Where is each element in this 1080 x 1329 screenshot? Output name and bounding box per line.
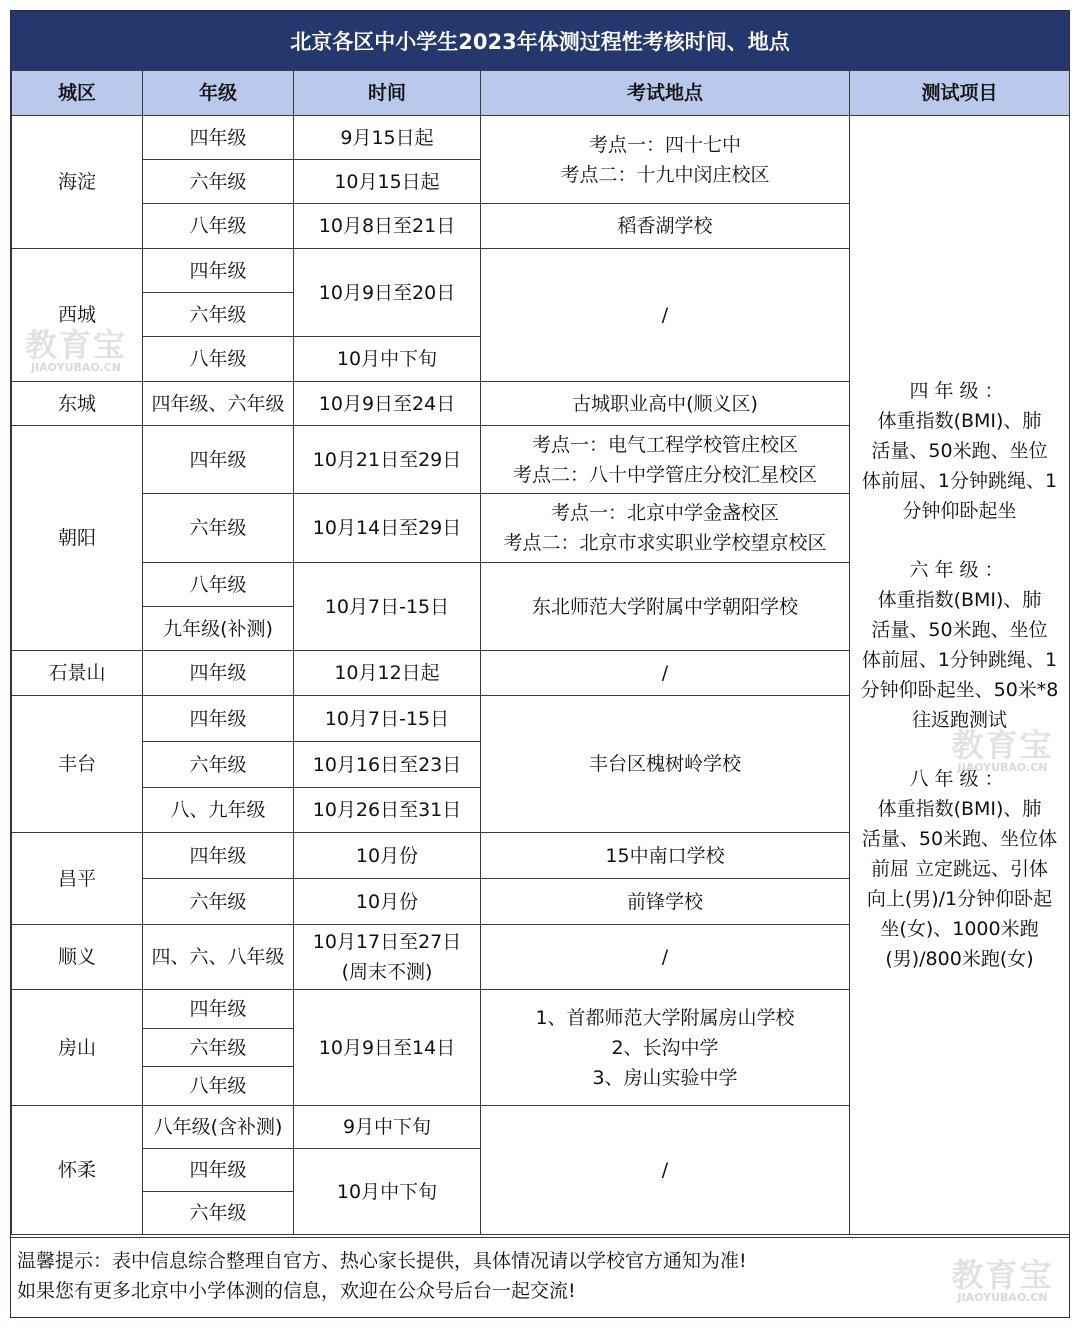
header-location: 考试地点	[481, 71, 850, 116]
test-items-grade6-heading: 六年级：	[909, 559, 1010, 581]
time-cell: 10月9日至24日	[294, 382, 481, 426]
location-line: 2、长沟中学	[611, 1036, 719, 1059]
notice-line: 如果您有更多北京中小学体测的信息，欢迎在公众号后台一起交流!	[17, 1280, 576, 1302]
grade-cell: 四年级	[143, 651, 294, 696]
location-line: 考点二：北京市求实职业学校望京校区	[503, 532, 827, 554]
grade-cell: 六年级	[143, 879, 294, 925]
location-cell: /	[481, 1106, 850, 1235]
time-cell: 10月7日-15日	[294, 696, 481, 742]
district-cell: 丰台	[12, 696, 143, 833]
grade-cell: 六年级	[143, 1192, 294, 1235]
time-cell: 10月份	[294, 833, 481, 879]
time-cell: 10月12日起	[294, 651, 481, 696]
location-cell: 古城职业高中(顺义区)	[481, 382, 850, 426]
grade-cell: 四年级	[143, 249, 294, 293]
district-cell: 西城	[12, 249, 143, 382]
grade-cell: 六年级	[143, 293, 294, 337]
grade-cell: 四年级	[143, 1149, 294, 1192]
header-grade: 年级	[143, 71, 294, 116]
test-items-line: 活量、50米跑、坐位	[871, 619, 1048, 641]
location-cell: 丰台区槐树岭学校	[481, 696, 850, 833]
test-items-line: 体前屈、1分钟跳绳、1	[861, 470, 1058, 492]
location-cell: 东北师范大学附属中学朝阳学校	[481, 563, 850, 651]
watermark-url: JIAOYUBAO.CN	[30, 361, 122, 374]
location-line: 考点一：电气工程学校管庄校区	[531, 433, 798, 456]
grade-cell: 六年级	[143, 494, 294, 563]
time-cell: 10月9日至20日	[294, 249, 481, 337]
test-items-line: 体重指数(BMI)、肺	[877, 589, 1042, 611]
watermark-url: JIAOYUBAO.CN	[957, 1291, 1048, 1304]
watermark-text: 教育宝	[951, 726, 1054, 764]
location-cell: 前锋学校	[481, 879, 850, 925]
grade-cell: 八年级	[143, 1067, 294, 1106]
time-cell: 9月15日起	[294, 116, 481, 160]
grade-cell: 四、六、八年级	[143, 925, 294, 990]
district-cell: 东城	[12, 382, 143, 426]
location-cell: /	[481, 249, 850, 382]
schedule-table	[11, 70, 1070, 1235]
time-cell: 9月中下旬	[294, 1106, 481, 1149]
header-district: 城区	[12, 71, 143, 116]
time-cell: 10月份	[294, 879, 481, 925]
grade-cell: 六年级	[143, 1029, 294, 1067]
test-items-line: 前屈 立定跳远、引体	[870, 858, 1049, 880]
test-items-line: 坐(女)、1000米跑	[880, 918, 1039, 940]
location-cell: 稻香湖学校	[481, 204, 850, 249]
grade-cell: 四年级	[143, 990, 294, 1029]
test-items-line: 体重指数(BMI)、肺	[877, 410, 1042, 432]
watermark-text: 教育宝	[951, 1256, 1054, 1294]
watermark-url: JIAOYUBAO.CN	[957, 761, 1048, 774]
location-line: 考点一：四十七中	[588, 133, 741, 156]
location-line: 考点二：十九中闵庄校区	[560, 163, 770, 186]
header-test-items: 测试项目	[850, 71, 1070, 116]
district-cell: 朝阳	[12, 426, 143, 651]
grade-cell: 四年级	[143, 116, 294, 160]
time-cell: 10月21日至29日	[294, 426, 481, 494]
location-cell	[481, 426, 850, 494]
notice-line: 温馨提示：表中信息综合整理自官方、热心家长提供，具体情况请以学校官方通知为准!	[17, 1250, 747, 1272]
location-cell: 15中南口学校	[481, 833, 850, 879]
grade-cell: 四年级	[143, 833, 294, 879]
time-cell: 10月9日至14日	[294, 990, 481, 1106]
test-items-line: 体重指数(BMI)、肺	[877, 798, 1042, 820]
grade-cell: 八年级	[143, 204, 294, 249]
time-cell: 10月15日起	[294, 160, 481, 204]
grade-cell: 六年级	[143, 160, 294, 204]
district-cell: 顺义	[12, 925, 143, 990]
test-items-grade4-heading: 四年级：	[909, 380, 1010, 402]
time-cell: 10月7日-15日	[294, 563, 481, 651]
grade-cell: 八年级	[143, 563, 294, 607]
test-items-line: 往返跑测试	[911, 709, 1007, 731]
district-cell: 石景山	[12, 651, 143, 696]
grade-cell: 八年级	[143, 337, 294, 382]
location-line: 考点二：八十中学管庄分校汇星校区	[512, 463, 817, 486]
district-cell: 海淀	[12, 116, 143, 249]
district-cell: 房山	[12, 990, 143, 1106]
time-cell: 10月14日至29日	[294, 494, 481, 563]
time-cell: 10月中下旬	[294, 337, 481, 382]
notice-box	[11, 1237, 1069, 1317]
test-items-line: 体前屈、1分钟跳绳、1	[861, 649, 1058, 671]
location-cell	[481, 116, 850, 204]
test-items-grade8-heading: 八年级：	[909, 768, 1010, 790]
page-title: 北京各区中小学生2023年体测过程性考核时间、地点	[11, 11, 1069, 70]
spacer	[850, 735, 1069, 764]
table-header-row	[12, 71, 1070, 116]
document-frame	[10, 10, 1070, 1318]
test-items-line: 活量、50米跑、坐位	[871, 440, 1048, 462]
district-cell: 昌平	[12, 833, 143, 925]
location-line: 1、首都师范大学附属房山学校	[535, 1006, 795, 1029]
grade-cell: 六年级	[143, 742, 294, 788]
grade-cell: 四年级	[143, 426, 294, 494]
grade-cell: 八、九年级	[143, 788, 294, 833]
spacer	[850, 526, 1069, 555]
test-items-cell	[850, 116, 1070, 1235]
grade-cell: 四年级、六年级	[143, 382, 294, 426]
time-line: (周末不测)	[341, 961, 433, 983]
location-cell	[481, 990, 850, 1106]
test-items-line: 分钟仰卧起坐、50米*8	[860, 679, 1059, 701]
time-cell: 10月中下旬	[294, 1149, 481, 1235]
test-items-line: 活量、50米跑、坐位体	[861, 828, 1058, 850]
location-line: 考点一：北京中学金盏校区	[550, 502, 779, 524]
time-line: 10月17日至27日	[312, 931, 462, 953]
location-cell	[481, 494, 850, 563]
table-row	[12, 116, 1070, 160]
location-cell: /	[481, 651, 850, 696]
test-items-line: (男)/800米跑(女)	[885, 948, 1034, 970]
test-items-line: 向上(男)/1分钟仰卧起	[866, 888, 1053, 910]
grade-cell: 四年级	[143, 696, 294, 742]
location-line: 3、房山实验中学	[592, 1066, 738, 1089]
location-cell: /	[481, 925, 850, 990]
time-cell: 10月26日至31日	[294, 788, 481, 833]
time-cell	[294, 925, 481, 990]
time-cell: 10月8日至21日	[294, 204, 481, 249]
grade-cell: 九年级(补测)	[143, 607, 294, 651]
grade-cell: 八年级(含补测)	[143, 1106, 294, 1149]
watermark-text: 教育宝	[24, 326, 127, 364]
test-items-line: 分钟仰卧起坐	[902, 500, 1017, 522]
district-cell: 怀柔	[12, 1106, 143, 1235]
time-cell: 10月16日至23日	[294, 742, 481, 788]
header-time: 时间	[294, 71, 481, 116]
